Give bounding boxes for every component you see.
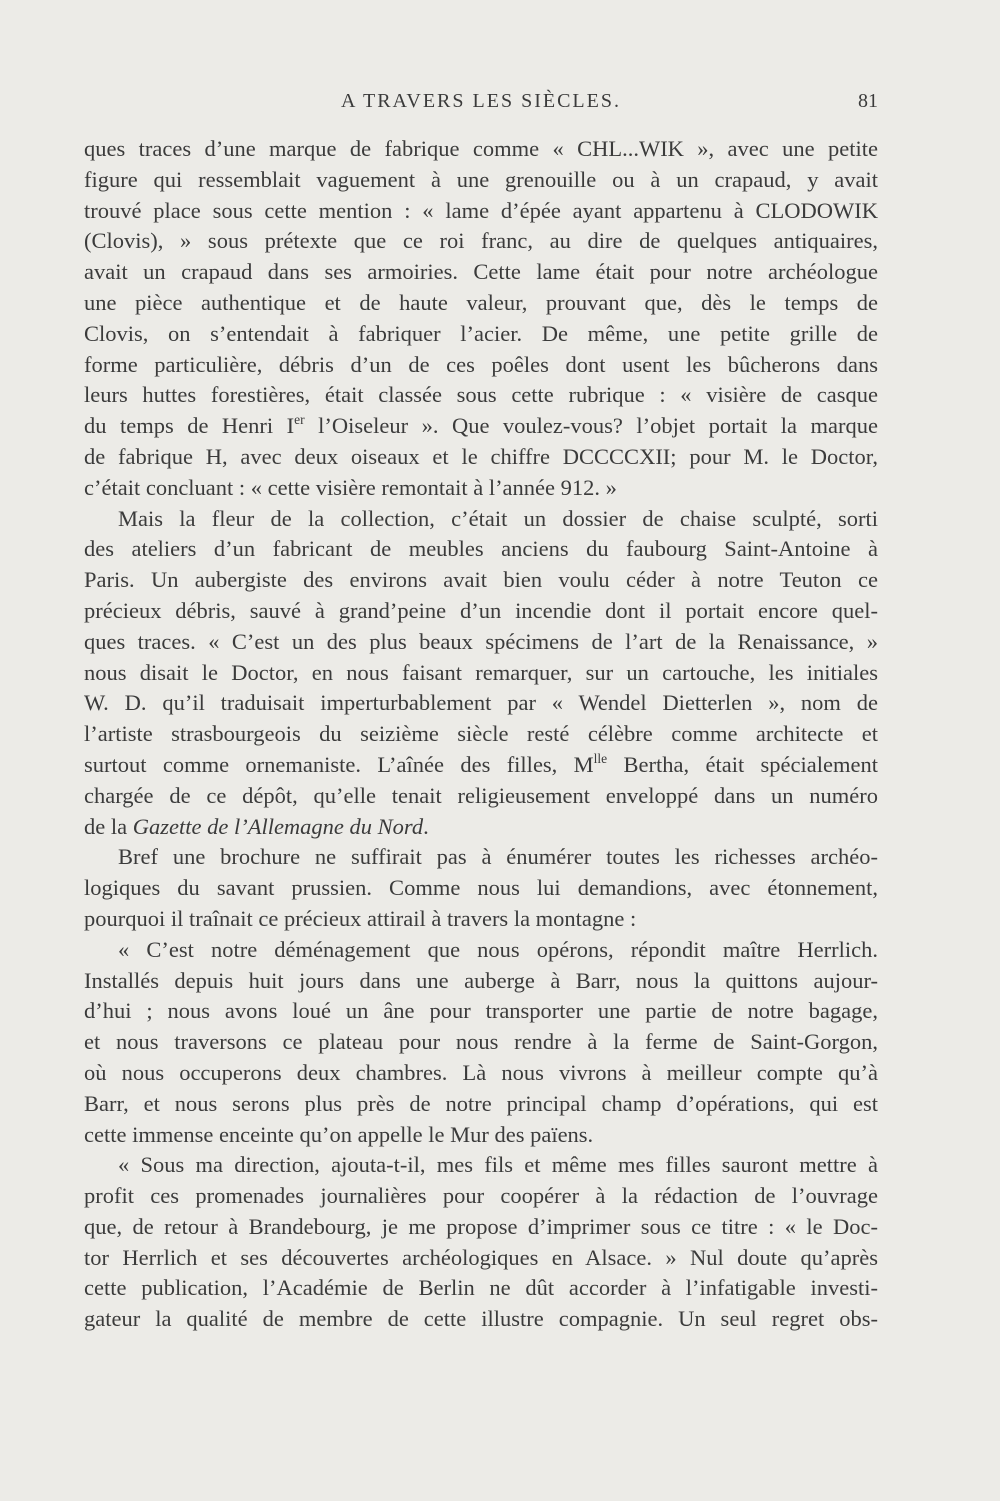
text-line: profit ces promenades journalières pour coopérer à la rédaction de l’ouvrage bbox=[84, 1183, 878, 1209]
text-line: (Clovis), » sous prétexte que ce roi franc, au dire de quelques antiquaires, bbox=[84, 228, 878, 254]
text-line: ques traces d’une marque de fabrique comme « CHL...WIK », avec une petite bbox=[84, 136, 878, 161]
text-line: Paris. Un aubergiste des environs avait bien voulu céder à notre Teuton ce bbox=[84, 567, 878, 593]
text-line bbox=[84, 750, 878, 781]
text-line: c’était concluant : « cette visière remontait à l’année 912. » bbox=[84, 474, 617, 500]
text-line: « Sous ma direction, ajouta-t-il, mes fils et même mes filles sauront mettre à bbox=[118, 1152, 878, 1178]
line-text: . bbox=[423, 813, 429, 839]
text-line: figure qui ressemblait vaguement à une grenouille ou à un crapaud, y avait bbox=[84, 166, 878, 192]
text-line: leurs huttes forestières, était classée sous cette rubrique : « visière de casque bbox=[84, 382, 878, 408]
text-line: trouvé place sous cette mention : « lame d’épée ayant appartenu à CLODOWIK bbox=[84, 197, 878, 223]
running-head bbox=[84, 90, 878, 120]
text-line: une pièce authentique et de haute valeur, prouvant que, dès le temps de bbox=[84, 289, 878, 315]
text-line: où nous occuperons deux chambres. Là nous vivrons à meilleur compte qu’à bbox=[84, 1059, 878, 1085]
text-line: l’artiste strasbourgeois du seizième siècle resté célèbre comme architecte et bbox=[84, 721, 878, 747]
text-line: précieux débris, sauvé à grand’peine d’un incendie dont il portait encore quel- bbox=[84, 597, 878, 623]
text-line: cette immense enceinte qu’on appelle le Mur des païens. bbox=[84, 1121, 594, 1147]
text-line: nous disait le Doctor, en nous faisant remarquer, sur un cartouche, les initiales bbox=[84, 659, 878, 685]
text-line: que, de retour à Brandebourg, je me propose d’imprimer sous ce titre : « le Doc- bbox=[84, 1213, 878, 1239]
text-line bbox=[84, 411, 878, 442]
line-text: du temps de Henri I bbox=[84, 413, 295, 439]
line-text: l’Oiseleur ». Que voulez-vous? l’objet portait la marque bbox=[304, 413, 878, 439]
text-line: ques traces. « C’est un des plus beaux spécimens de l’art de la Renaissance, » bbox=[84, 628, 878, 654]
text-line: chargée de ce dépôt, qu’elle tenait religieusement enveloppé dans un numéro bbox=[84, 782, 878, 808]
line-text: Bertha, était spécialement bbox=[607, 751, 878, 777]
text-line: de fabrique H, avec deux oiseaux et le chiffre DCCCCXII; pour M. le Doctor, bbox=[84, 443, 878, 469]
text-line: gateur la qualité de membre de cette illustre compagnie. Un seul regret obs- bbox=[84, 1306, 878, 1332]
text-line: avait un crapaud dans ses armoiries. Cette lame était pour notre archéologue bbox=[84, 259, 878, 285]
text-line: des ateliers d’un fabricant de meubles anciens du faubourg Saint-Antoine à bbox=[84, 536, 878, 562]
text-line: d’hui ; nous avons loué un âne pour transporter une partie de notre bagage, bbox=[84, 998, 878, 1024]
text-line: Bref une brochure ne suffirait pas à énumérer toutes les richesses archéo- bbox=[118, 844, 878, 870]
text-line: « C’est notre déménagement que nous opérons, répondit maître Herrlich. bbox=[118, 936, 878, 962]
text-line: pourquoi il traînait ce précieux attirail à travers la montagne : bbox=[84, 905, 637, 931]
text-line: forme particulière, débris d’un de ces poêles dont usent les bûcherons dans bbox=[84, 351, 878, 377]
text-line: Barr, et nous serons plus près de notre principal champ d’opérations, qui est bbox=[84, 1090, 878, 1116]
ordinal-superscript: er bbox=[294, 412, 305, 428]
text-line bbox=[84, 812, 878, 843]
text-line: W. D. qu’il traduisait imperturbablement par « Wendel Dietterlen », nom de bbox=[84, 690, 878, 716]
text-line: cette publication, l’Académie de Berlin ne dût accorder à l’infatigable investi- bbox=[84, 1275, 878, 1301]
text-line: tor Herrlich et ses découvertes archéologiques en Alsace. » Nul doute qu’après bbox=[84, 1244, 878, 1270]
running-title: A TRAVERS LES SIÈCLES. bbox=[341, 90, 621, 112]
line-text: de la bbox=[84, 813, 133, 839]
title-superscript: lle bbox=[593, 751, 608, 767]
body-text bbox=[84, 134, 878, 1335]
text-line: Clovis, on s’entendait à fabriquer l’acier. De même, une petite grille de bbox=[84, 320, 878, 346]
text-line: et nous traversons ce plateau pour nous rendre à la ferme de Saint-Gorgon, bbox=[84, 1029, 878, 1055]
text-line: logiques du savant prussien. Comme nous lui demandions, avec étonnement, bbox=[84, 875, 878, 901]
line-text: surtout comme ornemaniste. L’aînée des filles, M bbox=[84, 751, 594, 777]
page-number: 81 bbox=[858, 90, 878, 112]
italic-title: Gazette de l’Allemagne du Nord bbox=[132, 813, 424, 839]
text-line: Installés depuis huit jours dans une auberge à Barr, nous la quittons aujour- bbox=[84, 967, 878, 993]
text-line: Mais la fleur de la collection, c’était un dossier de chaise sculpté, sorti bbox=[118, 505, 878, 531]
